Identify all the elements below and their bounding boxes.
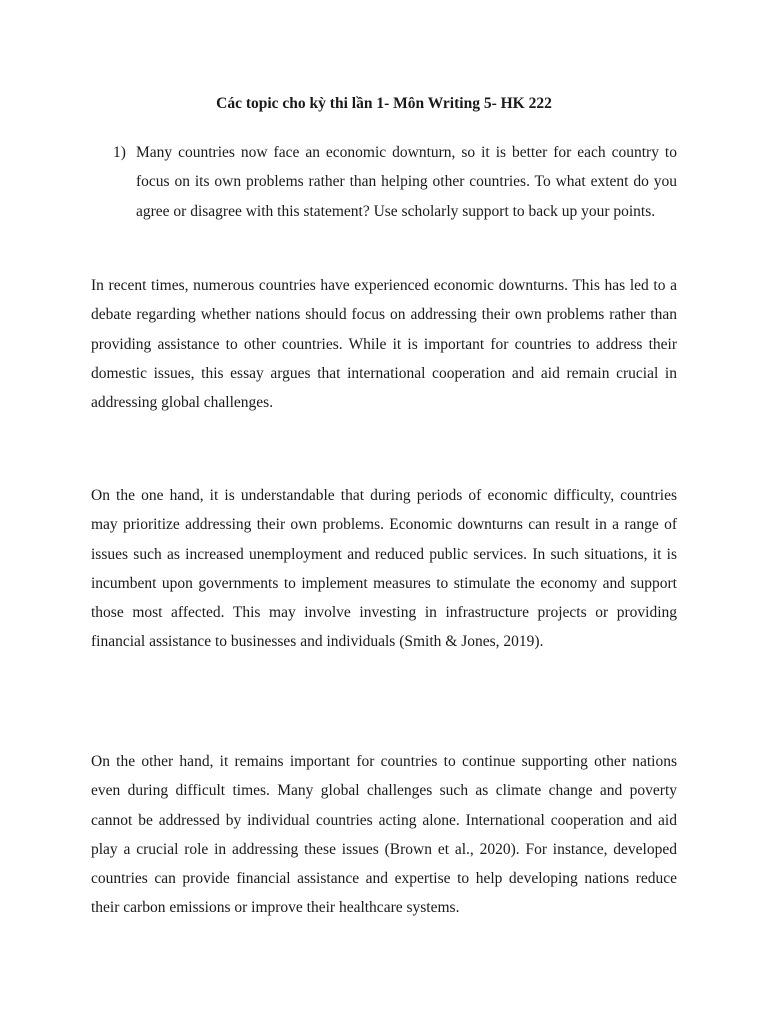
essay-paragraph-body-1: On the one hand, it is understandable that during periods of economic difficulty, countries may prioritize addressing their own problems. Economic downturns can result in a range of issues such as increased unemployment and reduced public services. In such situations, it is incumbent upon governments to implement measures to stimulate the economy and support those most affected. This may involve investing in infrastructure projects or providing financial assistance to businesses and individuals (Smith & Jones, 2019). — [91, 487, 677, 651]
question-text: Many countries now face an economic downturn, so it is better for each country to focus on its own problems rather than helping other countries. To what extent do you agree or disagree with this statement? Use scholarly support to back up your points. — [136, 144, 677, 220]
document-title: Các topic cho kỳ thi lần 1- Môn Writing 5- HK 222 — [216, 95, 552, 112]
essay-paragraph-body-2: On the other hand, it remains important for countries to continue supporting other nations even during difficult times. Many global challenges such as climate change and poverty cannot be addressed by individual countries acting alone. International cooperation and aid play a crucial role in addressing these issues (Brown et al., 2020). For instance, developed countries can provide financial assistance and expertise to help developing nations reduce their carbon emissions or improve their healthcare systems. — [91, 753, 677, 917]
essay-paragraph-intro: In recent times, numerous countries have experienced economic downturns. This has led to a debate regarding whether nations should focus on addressing their own problems rather than providing assistance to other countries. While it is important for countries to address their domestic issues, this essay argues that international cooperation and aid remain crucial in addressing global challenges. — [91, 277, 677, 412]
question-number: 1) — [113, 144, 126, 161]
question-item — [113, 138, 677, 226]
